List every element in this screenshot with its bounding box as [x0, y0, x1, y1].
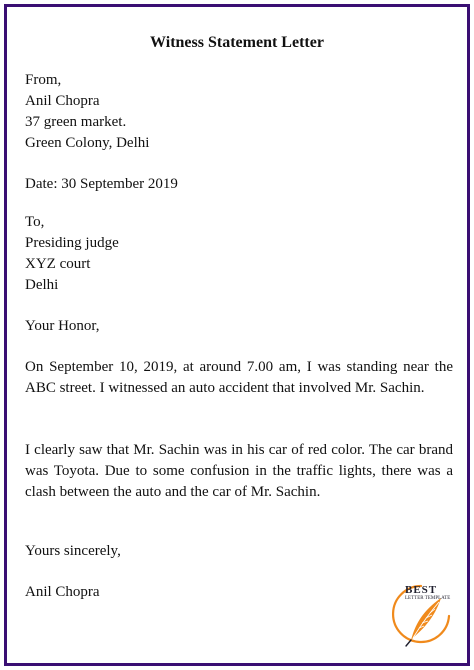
body-paragraph-2: I clearly saw that Mr. Sachin was in his car of red color. The car brand was Toyota. Due to some confusion in the traffic lights, there was a clash between the auto and the car of Mr. Sachin. — [25, 442, 453, 500]
sender-name: Anil Chopra — [25, 93, 100, 109]
letter-title: Witness Statement Letter — [150, 34, 324, 51]
to-label: To, — [25, 214, 45, 230]
salutation-text: Your Honor, — [25, 318, 100, 334]
from-label: From, — [25, 72, 62, 88]
closing — [25, 541, 453, 562]
date-line — [25, 174, 453, 195]
signature-name: Anil Chopra — [25, 584, 100, 600]
closing-text: Yours sincerely, — [25, 543, 121, 559]
salutation — [25, 316, 453, 337]
body-paragraph-1: On September 10, 2019, at around 7.00 am, I was standing near the ABC street. I witnessed an auto accident that involved Mr. Sachin. — [25, 359, 453, 396]
recipient-block — [25, 212, 453, 296]
recipient-line-1: Presiding judge — [25, 235, 119, 251]
sender-address-line-2: Green Colony, Delhi — [25, 135, 150, 151]
logo-word: BEST — [405, 584, 438, 596]
best-letter-template-logo — [391, 582, 453, 648]
logo-subtitle: LETTER TEMPLATE — [405, 596, 451, 601]
signature — [25, 582, 453, 603]
sender-block — [25, 70, 453, 154]
recipient-line-2: XYZ court — [25, 256, 91, 272]
letter-date: Date: 30 September 2019 — [25, 176, 178, 192]
sender-address-line-1: 37 green market. — [25, 114, 127, 130]
recipient-line-3: Delhi — [25, 277, 59, 293]
